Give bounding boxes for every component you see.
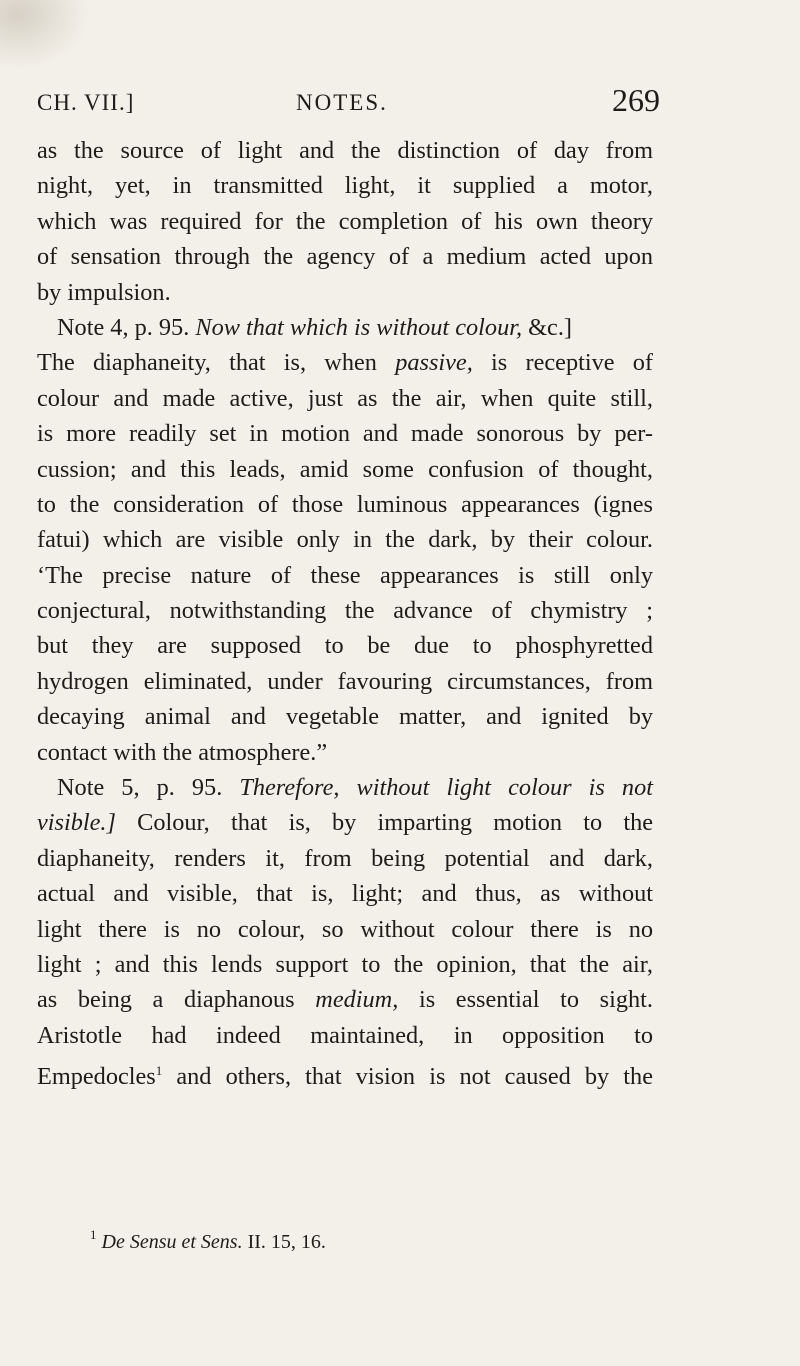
text-line: of sensation through the agency of a medium acted upon: [37, 243, 653, 271]
text-line: hydrogen eliminated, under favouring circumstances, from: [37, 667, 653, 695]
note-4-lemma-end: &c.]: [528, 313, 572, 341]
chapter-label: CH. VII.]: [37, 90, 135, 115]
text-line: night, yet, in transmitted light, it supplied a motor,: [37, 172, 653, 200]
medium-word: medium,: [315, 986, 399, 1014]
text-line: to the consideration of those luminous appearances (ignes: [37, 490, 653, 518]
footnote-number: 1: [90, 1227, 97, 1242]
note-4-heading: [37, 310, 653, 345]
text-line: conjectural, notwithstanding the advance of chymistry ;: [37, 597, 653, 625]
text-line: which was required for the completion of his own theory: [37, 207, 653, 235]
text-line: diaphaneity, renders it, from being potential and dark,: [37, 844, 653, 872]
page-number: 269: [612, 82, 660, 118]
footnote-ref: II. 15, 16.: [247, 1231, 326, 1253]
note-4-label: Note 4, p. 95.: [57, 313, 190, 341]
note-4-lemma: Now that which is without colour,: [195, 313, 523, 341]
note-5-heading: [37, 770, 653, 805]
text-line: is more readily set in motion and made sonorous by per-: [37, 420, 653, 448]
note-5-label: Note 5, p. 95.: [57, 774, 223, 802]
note-5-lemma: Therefore, without light colour is not: [239, 774, 653, 802]
footnote-marker[interactable]: 1: [155, 1063, 163, 1079]
text-line: colour and made active, just as the air, when quite still,: [37, 384, 653, 412]
running-header: [37, 82, 660, 122]
text-line: cussion; and this leads, amid some confusion of thought,: [37, 455, 653, 483]
note-5-lemma-end: visible.]: [37, 809, 116, 837]
text-line: by impulsion.: [37, 278, 171, 306]
page-stain: [0, 0, 90, 70]
text-line: Aristotle had indeed maintained, in opposition to: [37, 1021, 653, 1049]
passive-word: passive,: [395, 349, 473, 377]
text-line: Empedocles$^1$ and others, that vision is not caused by the: [37, 1063, 653, 1091]
body-text: [37, 133, 653, 1089]
footnote: [90, 1227, 326, 1254]
text-line: light ; and this lends support to the opinion, that the air,: [37, 950, 653, 978]
text-line: but they are supposed to be due to phosphyretted: [37, 632, 653, 660]
text-line: light there is no colour, so without colour there is no: [37, 915, 653, 943]
text-line: actual and visible, that is, light; and thus, as without: [37, 880, 653, 908]
text-line: as the source of light and the distinction of day from: [37, 137, 653, 164]
text-line: as being a diaphanous medium, is essential to sight.: [37, 986, 653, 1014]
text-line: ‘The precise nature of these appearances is still only: [37, 561, 653, 589]
text-line: decaying animal and vegetable matter, and ignited by: [37, 703, 653, 731]
text-line: contact with the atmosphere.”: [37, 738, 328, 766]
text-line: fatui) which are visible only in the dark, by their colour.: [37, 526, 653, 554]
text-line: The diaphaneity, that is, when passive, is receptive of: [37, 349, 654, 377]
running-title: NOTES.: [296, 90, 388, 115]
text-line: visible.] Colour, that is, by imparting motion to the: [37, 809, 653, 837]
footnote-source: De Sensu et Sens.: [101, 1231, 243, 1253]
